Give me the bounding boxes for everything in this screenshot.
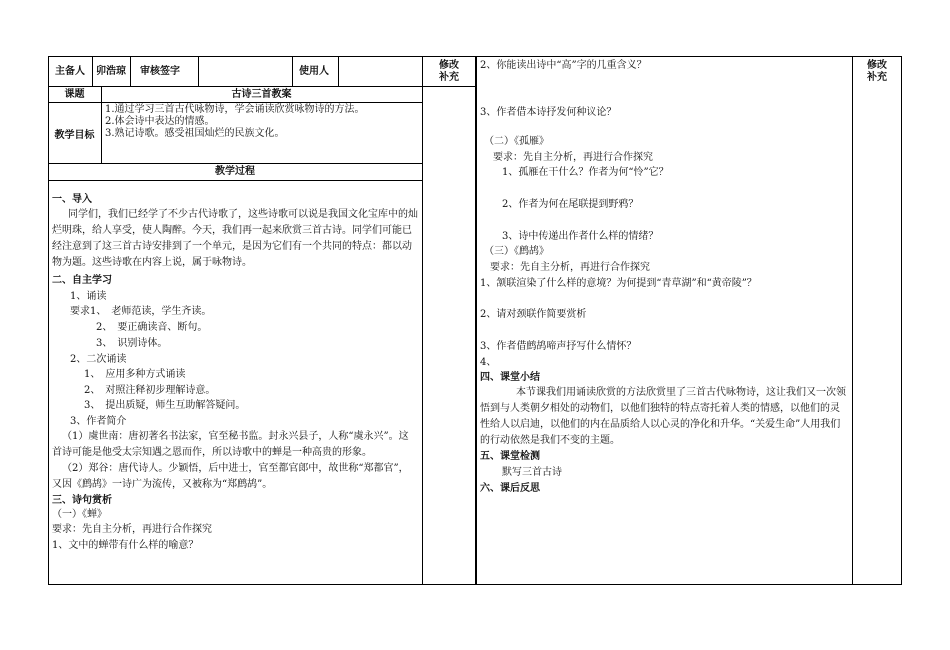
step-line: 3、作者简介 (70, 416, 127, 427)
section-heading: 三、诗句赏析 (52, 495, 112, 506)
divider (48, 102, 422, 103)
revise-label-bottom: 补充 (439, 72, 459, 83)
section-heading: 五、课堂检测 (480, 451, 540, 462)
step-line: 2、二次诵读 (70, 354, 127, 365)
process-title: 教学过程 (215, 166, 255, 177)
revise-label-top: 修改 (439, 60, 459, 71)
right-revise-label-bottom: 补充 (867, 72, 887, 83)
divider (48, 180, 422, 181)
question-line: 2、请对颈联作简要赏析 (480, 309, 587, 320)
preparer-name: 卯浩琼 (96, 66, 126, 77)
review-label: 审核签字 (140, 66, 180, 77)
goal-item: 3.熟记诗歌。感受祖国灿烂的民族文化。 (105, 128, 285, 139)
step-line: 2、 要正确读音、断句。 (96, 322, 208, 333)
divider (48, 86, 476, 87)
divider (422, 56, 423, 585)
poem-heading: （一）《蝉》 (52, 509, 107, 520)
author-paragraph: （2）郑谷：唐代诗人。少颖悟，后中进士，官至都官郎中，故世称“郑都官”，又因《鹧鸪》一诗广为流传，又被称为“郑鹧鸪”。 (52, 463, 409, 490)
divider (852, 56, 853, 585)
intro-paragraph: 同学们，我们已经学了不少古代诗歌了，这些诗歌可以说是我国文化宝库中的灿烂明珠，给人享受，使人陶醉。今天，我们再一起来欣赏三首古诗。同学们可能已经注意到了这三首古诗安排到了一个单元，是因为它们有一个共同的特点：都以动物为题。这些诗歌在内容上说，属于咏物诗。 (52, 209, 418, 268)
goal-item: 1.通过学习三首古代咏物诗，学会诵读欣赏咏物诗的方法。 (105, 104, 365, 115)
step-line: 2、 对照注释初步理解诗意。 (84, 385, 216, 396)
requirement-line: 要求：先自主分析，再进行合作探究 (52, 524, 212, 535)
question-line: 1、孤雁在干什么？作者为何“怜”它？ (502, 167, 669, 178)
divider (198, 56, 199, 86)
test-line: 默写三首古诗 (502, 467, 562, 478)
poem-heading: （二）《孤雁》 (484, 136, 549, 147)
topic-title: 古诗三首教案 (231, 89, 292, 100)
poem-heading: （三）《鹧鸪》 (484, 246, 549, 257)
question-line: 1、文中的蝉带有什么样的喻意？ (52, 540, 199, 551)
step-line: 3、 识别诗体。 (96, 338, 168, 349)
user-label: 使用人 (299, 66, 329, 77)
question-line: 4、 (480, 357, 497, 368)
divider (338, 56, 339, 86)
requirement-line: 要求：先自主分析，再进行合作探究 (493, 152, 653, 163)
divider (292, 56, 293, 86)
step-line: 1、诵读 (70, 291, 107, 302)
section-heading: 二、自主学习 (52, 275, 112, 286)
requirement-line: 要求：先自主分析，再进行合作探究 (490, 262, 650, 273)
goals-label: 教学目标 (54, 130, 95, 141)
section-heading: 一、导入 (52, 194, 92, 205)
step-line: 要求1、 老师范读，学生齐读。 (70, 306, 212, 317)
question-line: 3、诗中传递出作者什么样的情绪？ (502, 231, 659, 242)
question-line: 2、作者为何在尾联提到野鸦？ (502, 199, 639, 210)
divider (48, 163, 422, 164)
divider (130, 56, 131, 86)
section-heading: 六、课后反思 (480, 483, 540, 494)
step-line: 3、 提出质疑，师生互助解答疑问。 (84, 400, 246, 411)
section-heading: 四、课堂小结 (480, 372, 540, 383)
preparer-label: 主备人 (55, 66, 85, 77)
goal-item: 2.体会诗中表达的情感。 (105, 116, 215, 127)
question-line: 2、你能读出诗中“高”字的几重含义？ (480, 60, 647, 71)
summary-paragraph: 本节课我们用诵读欣赏的方法欣赏里了三首古代咏物诗，这让我们又一次领悟到与人类朝夕相处的动物们，以他们独特的特点寄托着人类的情感，以他们的灵性给人以启迪，以他们的内在品质给人以心灵的净化和升华。“关爱生命”人用我们的行动依然是我们不变的主题。 (480, 387, 846, 446)
question-line: 3、作者借鹧鸪啼声抒写什么情怀？ (480, 341, 637, 352)
right-revise-label-top: 修改 (867, 60, 887, 71)
topic-label: 课题 (64, 89, 85, 100)
author-paragraph: （1）虞世南：唐初著名书法家，官至秘书监。封永兴县子，人称“虞永兴”。这首诗可能是他受太宗知遇之恩而作，所以诗歌中的蝉是一种高贵的形象。 (52, 431, 409, 458)
question-line: 3、作者借本诗抒发何种议论？ (480, 107, 617, 118)
step-line: 1、 应用多种方式诵读 (84, 369, 186, 380)
question-line: 1、颔联渲染了什么样的意境？为何提到“青草湖”和“黄帝陵”？ (480, 278, 757, 289)
